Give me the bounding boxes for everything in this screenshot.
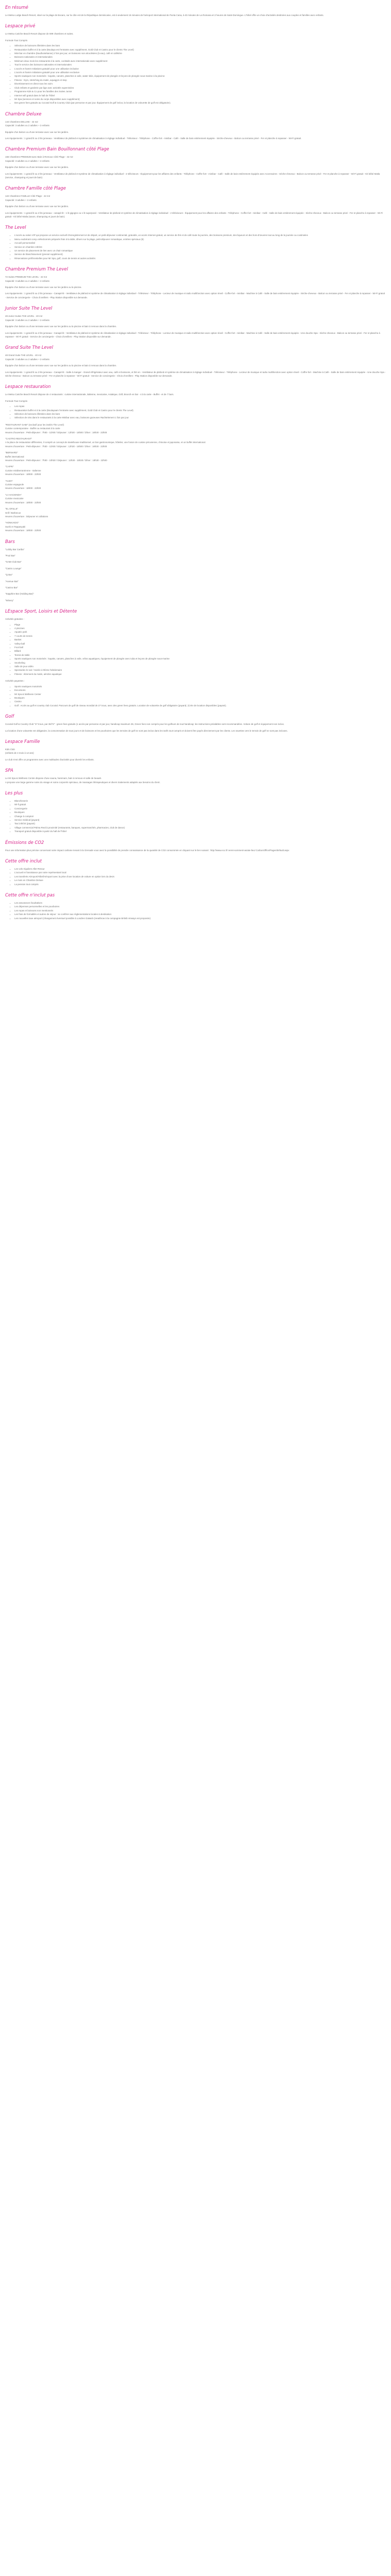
list-item: • Billard [14, 649, 386, 653]
bullet-list [5, 404, 386, 420]
list-item: • Tout le service des boissons nationales et internationales [14, 63, 386, 66]
list-item: • Un service de placement de lien avec un chair romantique [14, 249, 386, 252]
bullet-list [5, 623, 386, 676]
list-item: • Village commercial Palma Real à proximité (restaurants, banques, supermarchés, pharmacies, club de dance) [14, 826, 386, 829]
list-item: • Les nouvelles taxe aéroport (changement éventuel possible à Londres Gatwick (Heathrow à la compagnie British Airways est proposée) [14, 917, 386, 920]
list-item: • Menu exubérant conçu sélectionnés préparés frais à la table, dîners sur la plage, petit-déjeuner romantique, entrées spéciaux (8) [14, 238, 386, 241]
list-item: • Sports nautiques motorisés [14, 685, 386, 688]
paragraph: Le Metsu Cariche Beach Resort dispose de 4 restaurants : cuisine internationale, italienne, mexicaine, Asiatique, Grill, Brunch en bar - 4 à la carte - Buffet - et de 7 bars. [5, 393, 174, 396]
list-item: • Réservations préférentielles pour Mr Spa, golf, cours de tennis et autres activités [14, 257, 386, 260]
paragraph: Les équipements : 1 grand lit ou 2 lits jumeaux - Canapé-lit - Ventilateur de plafond et système de climatisation à réglage individuel - Téléviseur - Téléphone - Lecteur de musique et radio multifonction avec option réveil - Coffre-fort - minibar - Machine à Café - Salle de bain entièrement équipée - Sèche-cheveux - Balcon ou terrasse privé - Fer et planche à repasser - Wi-Fi gratuit - Service de conciergerie - Choix d'oreillers - Play Station disponible sur demande. [5, 292, 385, 299]
list-item: • Divertissement en direct tous les soirs [14, 82, 386, 86]
section-cette-offre-n-inclut-pas [5, 892, 386, 920]
list-item: • Boissons nationales et internationales [14, 55, 386, 59]
list-heading: Activités payantes : [5, 680, 25, 683]
list-item: • Aquatic park [14, 630, 386, 634]
section-chambre-deluxe [5, 111, 386, 141]
list-item: • Foot ball [14, 646, 386, 649]
list-item: • Sports nautiques non motorisés : kayaks, canoës, planches à voile, water skiis, équipement de plongée et leçons de plongée sous-marine à la piscine [14, 74, 386, 78]
list-item: • Restauration buffet et à la carte (Boulaya est l'entrante avec supplément, Gold Club et Castro pour le clients The Level) [14, 48, 386, 52]
section-title: Lespace restauration [5, 384, 51, 389]
list-item: • Plage [14, 623, 386, 626]
list-item: • L'accueil et l'assistance par notre représentant local [14, 871, 386, 874]
list-heading: Formule Tout Compris [5, 39, 28, 42]
list-item: • Change à comptoir [14, 815, 386, 818]
list-item: • Casino [14, 700, 386, 703]
list-item: • Mr Spa (services et soins du corps disponibles avec supplément) [14, 97, 386, 101]
list-item: • L'accès au salon VIP qui propose un service exclusif d'enregistrement et de départ, un petit-déjeuner continental, gratuités, un accès Internet gratuit, un service de thé et de café toute la journée, des boissons premium, des liqueurs et des hors-d'œuvres tout au long de la journée ou coxtimeles [14, 233, 386, 237]
paragraph: Pour une information plus précise concernant notre impact carbone tenant à la Grenade vous avez la possibilité de prendre connaissance de la quantité de CO2 consommée en cliquant sur le lien suivant : http://www.eco.fr/ eeret-somment-aviate-lieu/ CarbonOffice/Pages/default.aspx [5, 849, 289, 852]
list-item: • Le mois en Chambre Deluxe [14, 878, 386, 882]
section-cette-offre-inclut [5, 858, 386, 886]
section-title: En résumé [5, 5, 28, 10]
bullet-list [5, 233, 386, 260]
paragraph: 72 Suites PREMIUM THE LEVEL - 42 m2 Capacité: 3 adultes ou 2 adultes + 2 enfants [5, 276, 50, 282]
list-item: • Sélection de boissons illimitées dans les bars [14, 412, 386, 416]
paragraph: Équipée d'un balcon ou d'une terrasse avec vue sur les jardins. [5, 166, 69, 169]
paragraph: "EL GRILLE" Grill / Barbecue Heures d'ouverture : Déjeuner et collations [5, 507, 48, 518]
list-item: • Minimum deux mois les restaurants à la carte, cocktails avec internationale avec supplément [14, 59, 386, 63]
paragraph: "ALMA" Cuisine espagnole Heures d'ouverture : 18h00 - 22h00 [5, 479, 41, 490]
list-item: • Les vols réguliers Aller-Retour [14, 867, 386, 871]
list-item: • Les frais de formalités et autres de séjour : se conférer aux réglementations locales à destination [14, 912, 386, 916]
section-lespace-restauration [5, 383, 386, 532]
list-item: • Fitness : étirement du matin, aérobic aquatique [14, 672, 386, 676]
paragraph: Les équipements : 1 grand lit ou 2 lits jumeaux - canapé-lit - 1 lit gigogne ou 1 lit superposé - Ventilateur de plafond et système de climatisation à réglage individuel - 2 téléviseurs - Équipement pour les affaires des enfants - Téléphone - Coffre-fort - minibar - Café - Salle de bain entièrement équipée - Sèche-cheveux - Balcon ou terrasse privé - Fer et planche à repasser - Wi-Fi gratuit - Kit bébé Matla (savon, shampoing et jouet de bain) [5, 211, 383, 218]
list-item: • Sports nautiques non motorisés : kayaks, canoës, planches à voile, vélos aquatiques, équipement de plongée avec tuba et leçons de plongée sous-marine [14, 657, 386, 660]
list-item: • Les assurances facultatives [14, 901, 386, 905]
paragraph: Le Metsu Lodge Beach Resort, situé sur la plage de Bocaro, sur la côte est de la République dominicaine, est à seulement 15 minutes de l'aéroport international de Punta Cana, à 40 minutes de La Romana et 2 heures de Saint-Domingue. L'hôtel offre un choix d'activités destinées aux couples et familles avec enfants. [5, 14, 324, 16]
paragraph: Les équipements : 1 grand lit ou 2 lits jumeaux - Canapé-lit - Ventilateur de plafond et système de climatisation à réglage individuel - Téléviseur - Téléphone - Lecteur de musique et radio multifonction avec option réveil - Coffre-fort - minibar - Machine à Café - Salle de bain entièrement équipée - Une douche Spa - Sèche-cheveux - Balcon ou terrasse privé - Fer et planche à repasser - Wi-Fi gratuit - Service de conciergerie - Choix d'oreillers - Play Station disponible sur demande. [5, 331, 380, 338]
section-grand-suite-the-level [5, 344, 386, 378]
section-lespace-prive [5, 23, 386, 105]
paragraph: La location d'une voiturette est obligatoire, la consommation de tous jours et de boissons et les pourboires que les terrains de golf ne sont pas inclus dans les tarifs tout-compris et doivent être payés directement par les clients. Les navettes vers le terrain de golf ne sont pas incluses. [5, 729, 288, 732]
bullet-list [5, 901, 386, 920]
paragraph: "Sapphire Bar (Holding Bar)" [5, 592, 34, 596]
list-item: • Fitness : Gym, stretching du matin, aquagym et step [14, 78, 386, 82]
paragraph: 122 Chambres FAMILLE Côté Plage - 42 m2 Capacité: 3 adultes + 2 enfants [5, 195, 51, 201]
offer-page [0, 0, 391, 934]
section-lespace-sport-loisirs-et-detente [5, 608, 386, 707]
list-item: • L'accès et hamm Initiations gratuité pour une utilisation inclusive [14, 67, 386, 71]
bullet-list [5, 44, 386, 105]
section-the-level [5, 224, 386, 260]
paragraph: "CAPRI" Cuisine méditerranéenne - Italienne Heures d'ouverture : 18h00 - 22h00 [5, 465, 41, 476]
list-item: • Mr Spa & Wellness Center [14, 692, 386, 696]
paragraph: "HONKAIDO" Sushi et Teppanyaki Heures d'ouverture : 18h00 - 22h00 [5, 521, 41, 532]
list-item: • 4 piscines [14, 626, 386, 630]
section-title: Junior Suite The Level [5, 306, 53, 311]
paragraph: Cocotal Golf & Country Club "27 trous, par 36/72" : green fees gratuits (1 accès par personne et par jour, handicap maximum 36, Green fees non compris pour les golfeurs de tout handicap; les instructions préalables sont recommandées. Voiture de golf et équipement non inclus. [5, 723, 285, 726]
section-title: Les plus [5, 790, 23, 795]
paragraph: 48 Junior Suites THE LEVEL - 40 m2 Capacité: 3 adultes ou 2 adultes + 2 enfants [5, 315, 50, 321]
paragraph: Équipée d'un balcon ou d'une terrasse avec vue sur les jardins ou la piscine et bain à remous dans la chambre. [5, 325, 117, 328]
section-title: Chambre Famille côté Plage [5, 185, 66, 191]
list-item: • Boutiques [14, 696, 386, 700]
paragraph: Les équipements : 1 grand lit ou 2 lits jumeaux - Ventilateur de plafond et systèmes de climatisation à réglage individuel - Téléviseur - Téléphone - Coffre-fort - minibar - Café - Salle de bain entièrement équipée - Sèche-cheveux - Balcon ou terrasse privé - Fer et planche à repasser - Wi-Fi gratuit. [5, 137, 302, 140]
section-title: Lespace Famille [5, 738, 40, 744]
paragraph: Le club s'est offre un programme avec une multitudes d'activités pour divertir les enfants. [5, 758, 94, 761]
list-item: • 7 courts de tennis [14, 634, 386, 638]
paragraph: "Lobby Bar Cariba" [5, 548, 25, 551]
section-title: The Level [5, 225, 26, 230]
list-heading: Activités gratuites : [5, 618, 24, 621]
section-title: Chambre Deluxe [5, 111, 42, 116]
section-en-resume [5, 4, 386, 17]
paragraph: "Pool Bar" [5, 554, 15, 557]
list-item: • Club enfants et garderie par âge avec activités supervisées [14, 86, 386, 90]
list-item: • La pension tout compris [14, 883, 386, 886]
list-item: • Les repas [14, 404, 386, 408]
section-golf [5, 713, 386, 733]
paragraph: "BERNARD" Buffet international Heures d'ouverture : Petit-déjeuner : 7h00 - 10h30 / Déjeuner : 12h30 - 15h30 / Dîner : 18h30 - 22h00 [5, 451, 107, 462]
section-chambre-premium-the-level [5, 266, 386, 299]
paragraph: Équipée d'un balcon ou d'une terrasse avec vue sur les jardins. [5, 205, 69, 208]
list-item: • Tennis de table [14, 653, 386, 657]
paragraph: "Q Bar" [5, 573, 13, 577]
list-item: • Boutiques [14, 810, 386, 814]
section-title: Golf [5, 714, 14, 719]
list-heading: Formule Tout Compris [5, 399, 28, 402]
section-les-plus [5, 790, 386, 834]
section-title: Cette offre n'inclut pas [5, 892, 55, 898]
section-title: Émissions de CO2 [5, 839, 44, 845]
list-item: • Service médical (payant) [14, 818, 386, 822]
paragraph: "Castro Lounge" [5, 567, 22, 570]
list-item: • Conciergerie [14, 807, 386, 810]
list-item: • Programme Kids & Co pour les familles des Suites Junior [14, 90, 386, 93]
section-emissions-de-co2 [5, 839, 386, 852]
list-item: • Mini-bar en chambre (Eau/boisétanne) 2 fois par jour, en boissons non alcoolisées (à eau), café et cafétière [14, 52, 386, 55]
list-item: • Des green fees gratuits au Cocotal Golf & Country Club (par personne et par jour. Équipement de golf inclus, la location de voiturette de golf est obligatoire). [14, 101, 386, 105]
paragraph: "CASTRO RESTAURANT" A la place de restauration différentes, il comprit un concept de steakhouse traditionnel, un bar gastronomique, hôtelier, une fusion de cuisine péruvienne, chinoise et japonaise, et un buffet international. Heures d'ouverture : Petit-déjeuner : 7h00 - 11h00 / Déjeuner : 12h30 - 16h00 / Dîner : 18h30 - 22h00 [5, 437, 206, 448]
paragraph: 166 Chambres PREMIUM avec Bain à Remous Côté Plage - 42 m2 Capacité: 3 adultes ou 2 adultes + 2 enfants [5, 156, 73, 162]
section-lespace-famille [5, 738, 386, 761]
paragraph: Le Metsu Cariche Beach Resort dispose de 599 chambres et suites. [5, 32, 74, 36]
list-item: • Transport gratuit disponible à partir du hall de l'hôtel [14, 829, 386, 833]
paragraph: Les équipements : 1 grand lit ou 2 lits jumeaux - Ventilateur de plafond et système de climatisation à réglage individuel - 2 téléviseurs - Équipement pour les affaires des enfants - Téléphone - Coffre-fort - minibar - Café - Salle de bain entièrement équipée avec Accessoires - Sèche-cheveux - Balcon ou terrasse privé - Fer et planche à repasser - Wi-Fi gratuit - Kit bébé Matla (service, champoing et jouet de bain) [5, 172, 380, 179]
paragraph: "Avenue Bar" [5, 580, 19, 583]
list-item: • Snorkeling [14, 661, 386, 665]
paragraph: "LA HACIENDA" Cuisine mexicaine Heures d'ouverture : 18h00 - 22h00 [5, 493, 41, 504]
list-item: • Les dépenses personnelles et les pourboires [14, 905, 386, 908]
section-junior-suite-the-level [5, 305, 386, 338]
section-title: Lespace privé [5, 23, 36, 29]
section-title: Cette offre inclut [5, 858, 42, 864]
paragraph: 144 Chambres DELUXE - 42 m2 Capacité: 3 adultes ou 2 adultes + 2 enfants [5, 120, 50, 127]
list-item: • Service de blanchissement (pressé supplément) [14, 252, 386, 256]
list-item: • Service en chambre 24h/24 [14, 245, 386, 249]
section-title: SPA [5, 768, 13, 773]
paragraph: "GABI Club Bar" [5, 561, 22, 564]
paragraph: "Casino Bar" [5, 586, 18, 589]
list-item: • Les repas et boissons non mentionnés [14, 909, 386, 912]
paragraph: 48 Grand Suite THE LEVEL - 40 m2 Capacité: 3 adultes ou 2 adultes + 2 enfants [5, 354, 50, 361]
list-item: • Taxi 24h/24 (payant) [14, 822, 386, 825]
list-item: • Internet wifi gratuit dans le hall de l'hôtel [14, 94, 386, 97]
bullet-list [5, 799, 386, 834]
paragraph: Kids Club (enfants de 4 mois à 12 ans) [5, 748, 34, 755]
bullet-list [5, 685, 386, 707]
list-item: • L'accès et hamm Initiations gratuité pour une utilisation exclusive [14, 71, 386, 74]
list-item: • Accueil personnalisé [14, 241, 386, 245]
paragraph: Équipée d'un balcon ou d'une terrasse avec vue sur les jardins ou la piscine et bain à remous dans la chambre. [5, 364, 117, 367]
section-title: Chambre Premium Bain Bouillonnant côté Plage [5, 146, 109, 152]
list-item: • Salle de jeux vidéo [14, 665, 386, 668]
paragraph: "RESTAURANT GABI" (exclusif pour les invités The Level) Cuisine contemporaine - Buffet ou restaurant à la carte Heures d'ouverture : Petit-déjeuner : 7h00 - 11h00 / Déjeuner : 12h30 - 16h00 / Dîner : 18h30 - 22h00 [5, 423, 107, 434]
list-item: • Les transferts Aéroport/Hôtel/Aéroport avec la prise d'une location de voiture en option lors du devis [14, 875, 386, 878]
paragraph: Équipée d'un balcon ou d'une terrasse avec vue sur les jardins ou la piscine. [5, 286, 82, 289]
list-item: • Restauration buffet et à la carte (Boulayaam l'entrante avec supplément, Gold Club et Castro pour le clients The Level) [14, 409, 386, 412]
section-spa [5, 767, 386, 784]
list-item: • Volley-ball [14, 642, 386, 646]
section-title: Grand Suite The Level [5, 345, 53, 350]
list-item: • Basket [14, 638, 386, 641]
section-title: Bars [5, 538, 15, 544]
list-item: • Sélection de vins dans le restaurants à la carte Minibar avec eau, boissons gazeuses Rachtelement 1 fois par jour [14, 416, 386, 419]
list-item: • Spectacles le soir / Soirée à thème hebdomaire [14, 668, 386, 672]
paragraph: "Winery" [5, 599, 14, 602]
list-item: • Wi-fi gratuit [14, 803, 386, 806]
list-item: • Blanchisserie [14, 799, 386, 803]
section-bars [5, 538, 386, 603]
section-title: Chambre Premium The Level [5, 266, 68, 272]
list-item: • Excursions [14, 688, 386, 692]
section-title: LEspace Sport, Loisirs et Détente [5, 608, 77, 614]
section-chambre-premium-bain-bouillonnant-cote-plage [5, 146, 386, 179]
paragraph: Équipée d'un balcon ou d'une terrasse avec vue sur les jardins. [5, 130, 69, 133]
paragraph: Le Mr Spa & Wellness Centre dispose d'une sauna, hammam, bain à remous et salle de beauté. A propose une large gamme soins du visage et soins corporels spéciaux, de massages thérapeutiques et divers traitements adaptés aux besoins du client. [5, 777, 160, 784]
section-chambre-famille-cote-plage [5, 185, 386, 218]
paragraph: Les équipements : 1 grand lit ou 2 lits jumeaux - Canapé-lit - Salle à manger - Grand réfrigérateur avec eau, café et boissons, et thé en - Ventilateur de plafond et système de climatisation à réglage individuel - Téléviseur - Téléphone - Lecteur de musique et radio multifonction avec option réveil - Coffre-fort - Machine à Café - Salle de bain entièrement équipée - Une douche Spa - Sèche-cheveux - Balcon ou terrasse privé - Fer et planche à repasser - Wi-Fi gratuit - Service de conciergerie - Choix d'oreillers - Play Station disponible sur demande. [5, 370, 386, 377]
bullet-list [5, 867, 386, 886]
list-item: • Golf : Accès au golf et country club Cocotal. Parcours de golf de niveau mondial de 27 trous, avec des green fees gratuits. Location de voiturette de golf obligatoire (payant). (Crée de location disponibles (payant). [14, 704, 386, 707]
list-item: • Sélection de boissons illimitées dans les bars [14, 44, 386, 47]
